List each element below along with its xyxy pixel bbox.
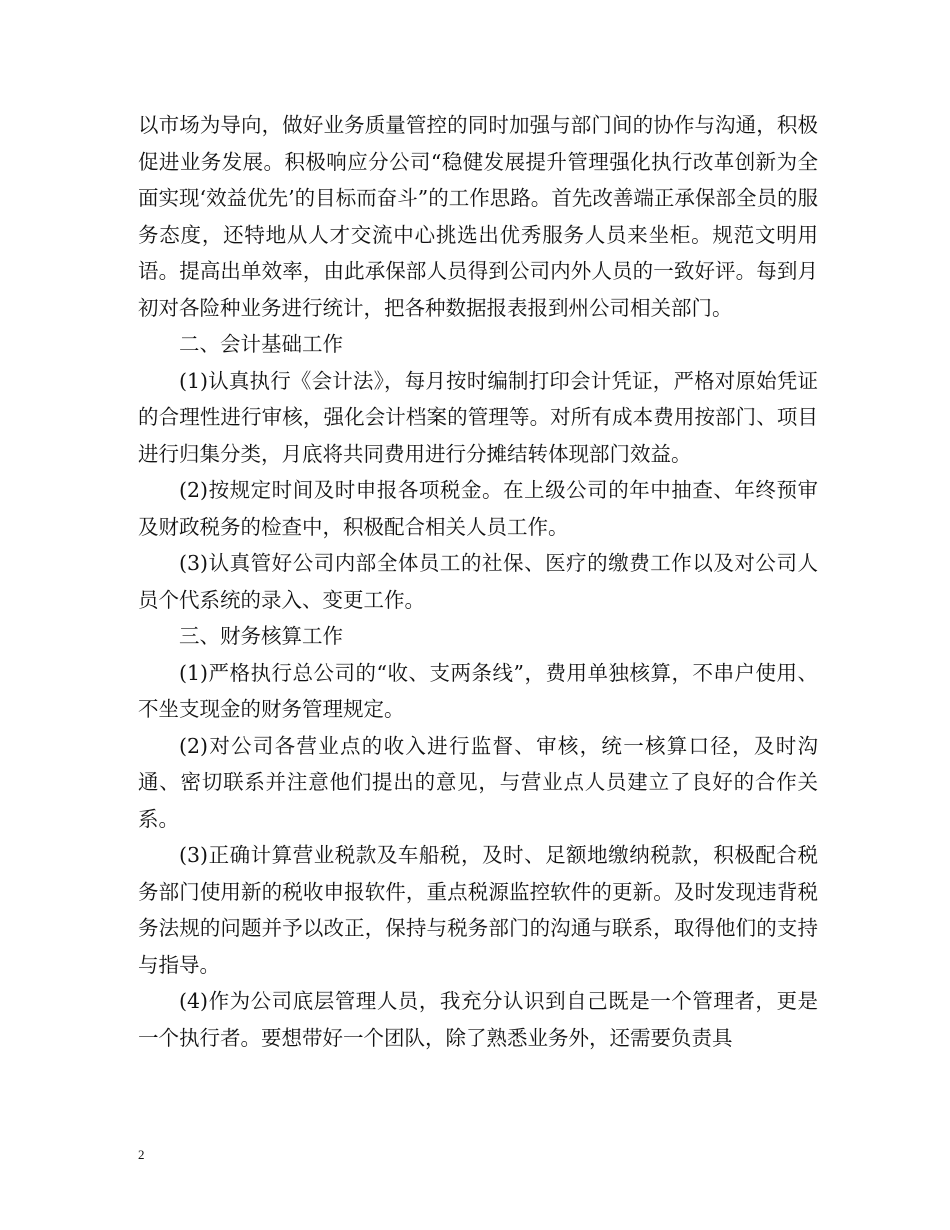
paragraph-financial-3: (3)正确计算营业税款及车船税，及时、足额地缴纳税款，积极配合税务部门使用新的税收申报软件，重点税源监控软件的更新。及时发现违背税务法规的问题并予以改正，保持与税务部门的沟通与联系，取得他们的支持与指导。 xyxy=(138,843,818,977)
paragraph-accounting-2: (2)按规定时间及时申报各项税金。在上级公司的年中抽查、年终预审及财政税务的检查中，积极配合相关人员工作。 xyxy=(138,478,818,539)
body-text xyxy=(138,107,818,1056)
heading-financial-accounting: 三、财务核算工作 xyxy=(179,624,343,648)
paragraph-accounting-3: (3)认真管好公司内部全体员工的社保、医疗的缴费工作以及对公司人员个代系统的录入、变更工作。 xyxy=(138,551,818,612)
paragraph-accounting-1: (1)认真执行《会计法》，每月按时编制打印会计凭证，严格对原始凭证的合理性进行审核，强化会计档案的管理等。对所有成本费用按部门、项目进行归集分类，月底将共同费用进行分摊结转体现部门效益。 xyxy=(138,368,818,466)
paragraph-financial-4: (4)作为公司底层管理人员，我充分认识到自己既是一个管理者，更是一个执行者。要想带好一个团队，除了熟悉业务外，还需要负责具 xyxy=(138,989,818,1050)
paragraph-financial-2: (2)对公司各营业点的收入进行监督、审核，统一核算口径，及时沟通、密切联系并注意他们提出的意见，与营业点人员建立了良好的合作关系。 xyxy=(138,733,818,831)
paragraph-1: 以市场为导向，做好业务质量管控的同时加强与部门间的协作与沟通，积极促进业务发展。积极响应分公司“稳健发展提升管理强化执行改革创新为全面实现‘效益优先’的目标而奋斗”的工作思路。首先改善端正承保部全员的服务态度，还特地从人才交流中心挑选出优秀服务人员来坐柜。规范文明用语。提高出单效率，由此承保部人员得到公司内外人员的一致好评。每到月初对各险种业务进行统计，把各种数据报表报到州公司相关部门。 xyxy=(138,113,818,320)
heading-accounting-basics: 二、会计基础工作 xyxy=(179,332,343,356)
page-number: 2 xyxy=(138,1147,145,1162)
paragraph-financial-1: (1)严格执行总公司的“收、支两条线”，费用单独核算，不串户使用、不坐支现金的财务管理规定。 xyxy=(138,660,818,721)
